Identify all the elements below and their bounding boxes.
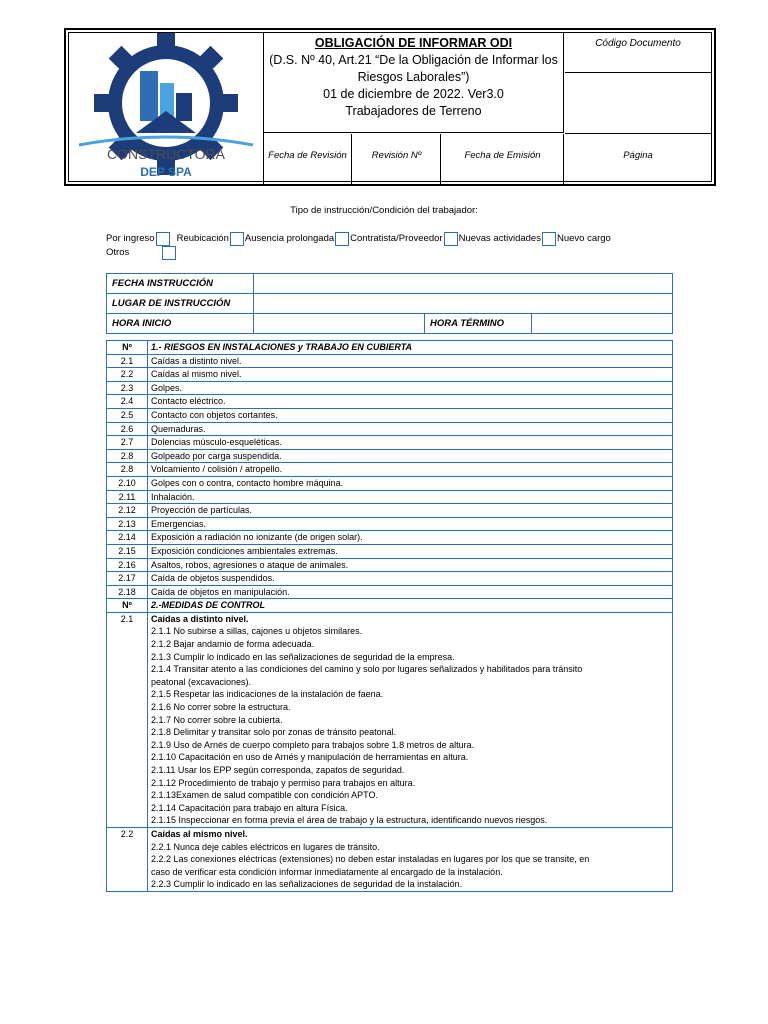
risk-row xyxy=(107,381,673,395)
risk-text: Emergencias. xyxy=(148,517,673,531)
fecha-label: FECHA INSTRUCCIÓN xyxy=(107,274,254,294)
risk-row xyxy=(107,585,673,599)
controls-header-row xyxy=(107,599,673,613)
checkbox[interactable] xyxy=(542,232,556,246)
gear-building-logo-icon xyxy=(69,33,263,186)
control-line: 2.1.14 Capacitación para trabajo en altura Física. xyxy=(151,802,348,813)
instruction-type-options xyxy=(106,232,611,260)
risk-row xyxy=(107,422,673,436)
risk-row xyxy=(107,544,673,558)
risk-text: Contacto con objetos cortantes. xyxy=(148,408,673,422)
controls-section-title: 2.-MEDIDAS DE CONTROL xyxy=(148,599,673,613)
risk-row xyxy=(107,504,673,518)
risk-row xyxy=(107,449,673,463)
control-line: 2.1.13Examen de salud compatible con condición APTO. xyxy=(151,790,378,801)
control-line: 2.1.3 Cumplir lo indicado en las señalizaciones de seguridad de la empresa. xyxy=(151,651,455,662)
risk-row xyxy=(107,517,673,531)
checkbox[interactable] xyxy=(230,232,244,246)
control-content xyxy=(148,612,673,827)
risks-section-title: 1.- RIESGOS EN INSTALACIONES y TRABAJO EN CUBIERTA xyxy=(148,341,673,355)
risk-number: 2.12 xyxy=(107,504,148,518)
option-label: Por ingreso xyxy=(106,233,155,244)
control-content xyxy=(148,827,673,891)
control-line: 2.1.9 Uso de Arnés de cuerpo completo para trabajos sobre 1.8 metros de altura. xyxy=(151,739,475,750)
risk-text: Exposición condiciones ambientales extremas. xyxy=(148,544,673,558)
control-title: Caídas a distinto nivel. xyxy=(151,613,249,624)
risk-number: 2.5 xyxy=(107,408,148,422)
risk-text: Proyección de partículas. xyxy=(148,504,673,518)
control-line: peatonal (excavaciones). xyxy=(151,676,252,687)
risk-text: Caída de objetos suspendidos. xyxy=(148,572,673,586)
control-line: 2.2.2 Las conexiones eléctricas (extensiones) no deben estar instaladas en lugares por los que se transite, en xyxy=(151,854,590,865)
option-label: Ausencia prolongada xyxy=(244,233,335,244)
logo-text-1: CONSTRUCTORA xyxy=(107,146,225,162)
risk-text: Exposición a radiación no ionizante (de origen solar). xyxy=(148,531,673,545)
risk-number: 2.7 xyxy=(107,436,148,450)
hora-inicio-label: HORA INICIO xyxy=(107,314,254,334)
checkbox[interactable] xyxy=(162,246,176,260)
hora-termino-label: HORA TÉRMINO xyxy=(425,314,532,334)
risk-text: Quemaduras. xyxy=(148,422,673,436)
risk-number: 2.11 xyxy=(107,490,148,504)
hora-termino-value[interactable] xyxy=(532,314,673,334)
hora-inicio-value[interactable] xyxy=(254,314,425,334)
risk-row xyxy=(107,395,673,409)
risks-controls-table xyxy=(106,340,673,892)
risk-number: 2.17 xyxy=(107,572,148,586)
revision-no-label: Revisión Nº xyxy=(353,134,441,186)
risk-text: Dolencias músculo-esqueléticas. xyxy=(148,436,673,450)
lugar-value[interactable] xyxy=(254,294,673,314)
risk-number: 2.8 xyxy=(107,449,148,463)
risk-row xyxy=(107,436,673,450)
risk-number: 2.2 xyxy=(107,368,148,382)
document-title: OBLIGACIÓN DE INFORMAR ODI xyxy=(314,36,513,50)
risk-row xyxy=(107,408,673,422)
control-line: 2.1.2 Bajar andamio de forma adecuada. xyxy=(151,639,315,650)
logo-text-2: DEP SPA xyxy=(140,165,192,179)
control-line: 2.1.5 Respetar las indicaciones de la instalación de faena. xyxy=(151,689,384,700)
checkbox[interactable] xyxy=(156,232,170,246)
control-number: 2.1 xyxy=(107,612,148,827)
risk-text: Golpes con o contra, contacto hombre máquina. xyxy=(148,476,673,490)
risk-row xyxy=(107,572,673,586)
risk-row xyxy=(107,476,673,490)
subtitle-line: Trabajadores de Terreno xyxy=(345,104,482,118)
control-line: 2.2.1 Nunca deje cables eléctricos en lugares de tránsito. xyxy=(151,841,380,852)
risk-number: 2.8 xyxy=(107,463,148,477)
revision-date-label: Fecha de Revisión xyxy=(264,134,352,186)
risk-row xyxy=(107,354,673,368)
subtitle-line: 01 de diciembre de 2022. Ver3.0 xyxy=(323,87,504,101)
control-line: 2.1.11 Usar los EPP según corresponda, zapatos de seguridad. xyxy=(151,765,405,775)
risk-number: 2.18 xyxy=(107,585,148,599)
risk-number: 2.13 xyxy=(107,517,148,531)
option-label: Nuevas actividades xyxy=(458,233,541,244)
risk-number: 2.15 xyxy=(107,544,148,558)
col-no-header: Nº xyxy=(107,599,148,613)
control-line: 2.2.3 Cumplir lo indicado en las señalizaciones de seguridad de la instalación. xyxy=(151,879,463,890)
risk-row xyxy=(107,463,673,477)
instruction-type-label: Tipo de instrucción/Condición del trabajador: xyxy=(290,205,478,216)
risk-text: Asaltos, robos, agresiones o ataque de animales. xyxy=(148,558,673,572)
risk-number: 2.6 xyxy=(107,422,148,436)
risk-text: Caída de objetos en manipulación. xyxy=(148,585,673,599)
control-line: 2.1.6 No correr sobre la estructura. xyxy=(151,702,291,713)
risk-row xyxy=(107,490,673,504)
subtitle-line: Riesgos Laborales”) xyxy=(357,70,470,84)
control-line: 2.1.10 Capacitación en uso de Arnés y manipulación de herramientas en altura. xyxy=(151,752,469,763)
risk-number: 2.10 xyxy=(107,476,148,490)
company-logo xyxy=(69,33,264,186)
option-label: Contratista/Proveedor xyxy=(350,233,443,244)
page-label: Página xyxy=(623,150,653,161)
code-label: Código Documento xyxy=(565,33,711,73)
checkbox[interactable] xyxy=(335,232,349,246)
risk-text: Caídas al mismo nivel. xyxy=(148,368,673,382)
document-header xyxy=(64,28,716,186)
instruction-info-table xyxy=(106,273,673,334)
option-label: Nuevo cargo xyxy=(556,233,611,244)
risk-row xyxy=(107,531,673,545)
risk-number: 2.4 xyxy=(107,395,148,409)
control-number: 2.2 xyxy=(107,827,148,891)
code-value-cell xyxy=(565,74,711,134)
control-line: caso de verificar esta condición informar inmediatamente al encargado de la instalación. xyxy=(151,866,503,877)
risk-text: Caídas a distinto nivel. xyxy=(148,354,673,368)
control-line: 2.1.12 Procedimiento de trabajo y permiso para trabajos en altura. xyxy=(151,777,416,788)
checkbox[interactable] xyxy=(444,232,458,246)
col-no-header: Nº xyxy=(107,341,148,355)
emission-date-label: Fecha de Emisión xyxy=(442,134,564,186)
risk-number: 2.16 xyxy=(107,558,148,572)
lugar-label: LUGAR DE INSTRUCCIÓN xyxy=(107,294,254,314)
control-line: 2.1.1 No subirse a sillas, cajones u objetos similares. xyxy=(151,626,363,637)
control-group-row xyxy=(107,827,673,891)
risk-text: Contacto eléctrico. xyxy=(148,395,673,409)
risk-number: 2.14 xyxy=(107,531,148,545)
option-label: Otros xyxy=(106,247,130,258)
risk-row xyxy=(107,558,673,572)
document-title-block xyxy=(264,33,564,133)
risk-text: Volcamiento / colisión / atropello. xyxy=(148,463,673,477)
risk-text: Golpes. xyxy=(148,381,673,395)
control-group-row xyxy=(107,612,673,827)
risk-text: Golpeado por carga suspendida. xyxy=(148,449,673,463)
control-line: 2.1.7 No correr sobre la cubierta. xyxy=(151,714,283,725)
control-title: Caídas al mismo nivel. xyxy=(151,828,248,839)
option-label: Reubicación xyxy=(176,233,229,244)
control-line: 2.1.15 Inspeccionar en forma previa el área de trabajo y la estructura, identificando nuevos riesgos. xyxy=(151,815,548,826)
fecha-value[interactable] xyxy=(254,274,673,294)
risk-text: Inhalación. xyxy=(148,490,673,504)
risk-row xyxy=(107,368,673,382)
control-line: 2.1.8 Delimitar y transitar solo por zonas de tránsito peatonal. xyxy=(151,727,397,738)
risk-number: 2.1 xyxy=(107,354,148,368)
risk-number: 2.3 xyxy=(107,381,148,395)
subtitle-line: (D.S. Nº 40, Art.21 “De la Obligación de Informar los xyxy=(269,53,558,67)
control-line: 2.1.4 Transitar atento a las condiciones del camino y solo por lugares señalizados y habilitados para tránsito xyxy=(151,664,583,675)
